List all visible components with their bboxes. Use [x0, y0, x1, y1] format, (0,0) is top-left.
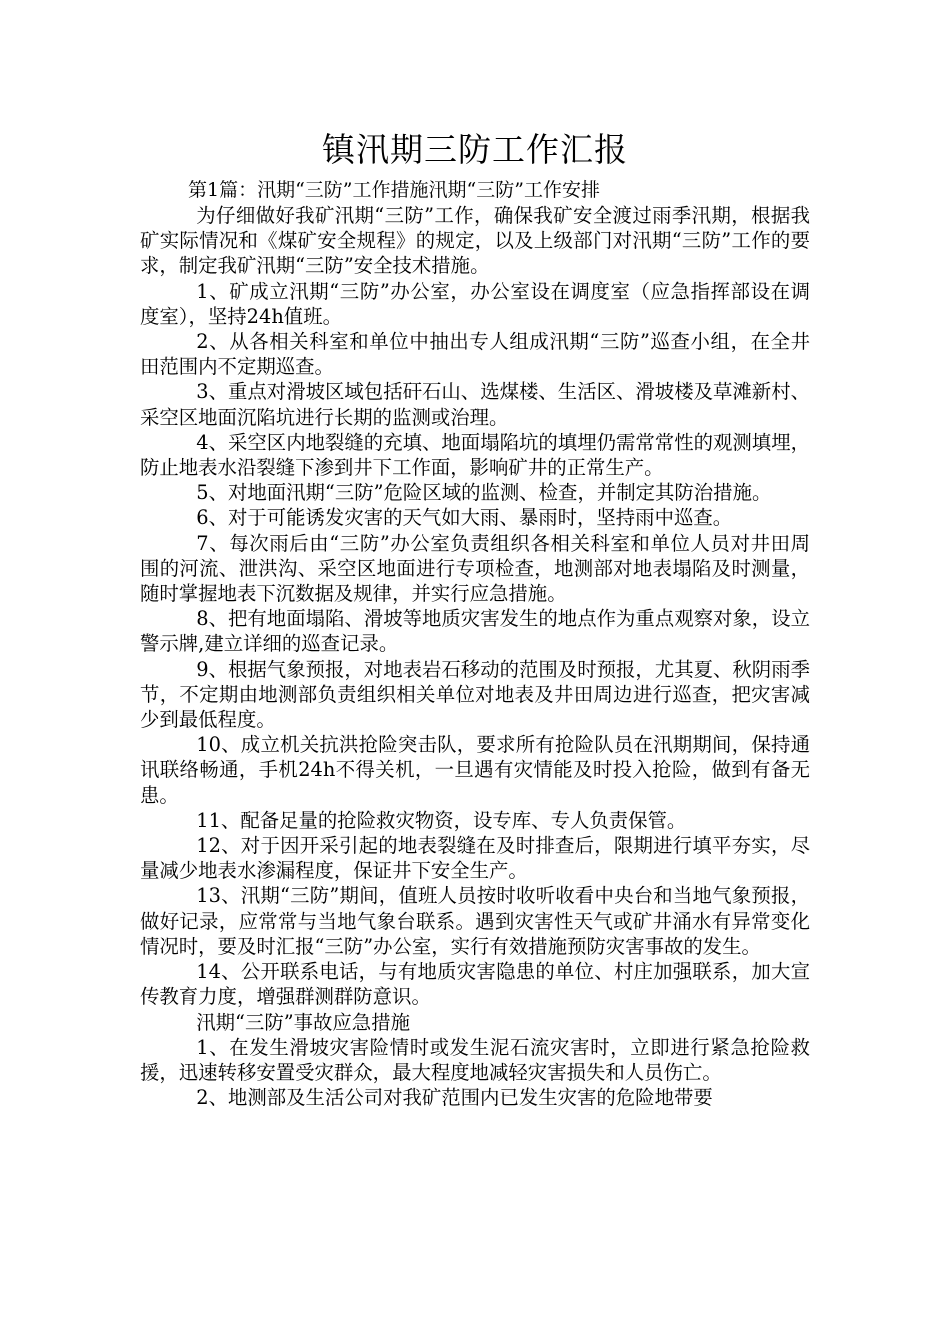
document-subtitle: 第1篇：汛期“三防”工作措施汛期“三防”工作安排 — [188, 179, 600, 201]
paragraph-item-10: 10、成立机关抗洪抢险突击队，要求所有抢险队员在汛期期间，保持通讯联络畅通，手机24h不得关机，一旦遇有灾情能及时投入抢险，做到有备无患。 — [140, 733, 810, 807]
paragraph-emergency-1: 1、在发生滑坡灾害险情时或发生泥石流灾害时，立即进行紧急抢险救援，迅速转移安置受灾群众，最大程度地减轻灾害损失和人员伤亡。 — [140, 1035, 810, 1084]
paragraph-item-7: 7、每次雨后由“三防”办公室负责组织各相关科室和单位人员对井田周围的河流、泄洪沟、采空区地面进行专项检查，地测部对地表塌陷及时测量，随时掌握地表下沉数据及规律，并实行应急措施。 — [140, 531, 810, 606]
paragraph-item-1: 1、矿成立汛期“三防”办公室，办公室设在调度室（应急指挥部设在调度室），坚持24h值班。 — [140, 279, 810, 328]
paragraph-item-13: 13、汛期“三防”期间，值班人员按时收听收看中央台和当地气象预报，做好记录，应常常与当地气象台联系。遇到灾害性天气或矿井涌水有异常变化情况时，要及时汇报“三防”办公室，实行有效措施预防灾害事故的发生。 — [140, 884, 810, 958]
paragraph-item-6: 6、对于可能诱发灾害的天气如大雨、暴雨时，坚持雨中巡查。 — [196, 506, 733, 530]
paragraph-item-4: 4、采空区内地裂缝的充填、地面塌陷坑的填埋仍需常常性的观测填埋，防止地表水沿裂缝下渗到井下工作面，影响矿井的正常生产。 — [140, 430, 810, 480]
section-heading-emergency: 汛期“三防”事故应急措施 — [196, 1010, 410, 1034]
paragraph-intro: 为仔细做好我矿汛期“三防”工作，确保我矿安全渡过雨季汛期，根据我矿实际情况和《煤矿安全规程》的规定，以及上级部门对汛期“三防”工作的要求，制定我矿汛期“三防”安全技术措施。 — [140, 204, 810, 278]
paragraph-item-8: 8、把有地面塌陷、滑坡等地质灾害发生的地点作为重点观察对象，设立警示牌,建立详细的巡查记录。 — [140, 607, 810, 656]
paragraph-item-5: 5、对地面汛期“三防”危险区域的监测、检查，并制定其防治措施。 — [196, 481, 772, 505]
paragraph-item-3: 3、重点对滑坡区域包括矸石山、选煤楼、生活区、滑坡楼及草滩新村、采空区地面沉陷坑进行长期的监测或治理。 — [140, 380, 810, 429]
paragraph-item-14: 14、公开联系电话，与有地质灾害隐患的单位、村庄加强联系，加大宣传教育力度，增强群测群防意识。 — [140, 960, 810, 1009]
document-title: 镇汛期三防工作汇报 — [322, 130, 628, 169]
paragraph-item-11: 11、配备足量的抢险救灾物资，设专库、专人负责保管。 — [196, 808, 687, 832]
paragraph-item-2: 2、从各相关科室和单位中抽出专人组成汛期“三防”巡查小组，在全井田范围内不定期巡查。 — [140, 330, 810, 379]
paragraph-emergency-2: 2、地测部及生活公司对我矿范围内已发生灾害的危险地带要 — [196, 1086, 713, 1110]
document-page — [140, 128, 810, 1110]
paragraph-item-9: 9、根据气象预报，对地表岩石移动的范围及时预报，尤其夏、秋阴雨季节，不定期由地测部负责组织相关单位对地表及井田周边进行巡查，把灾害减少到最低程度。 — [140, 657, 810, 732]
paragraph-item-12: 12、对于因开采引起的地表裂缝在及时排查后，限期进行填平夯实，尽量减少地表水渗漏程度，保证井下安全生产。 — [140, 834, 810, 883]
